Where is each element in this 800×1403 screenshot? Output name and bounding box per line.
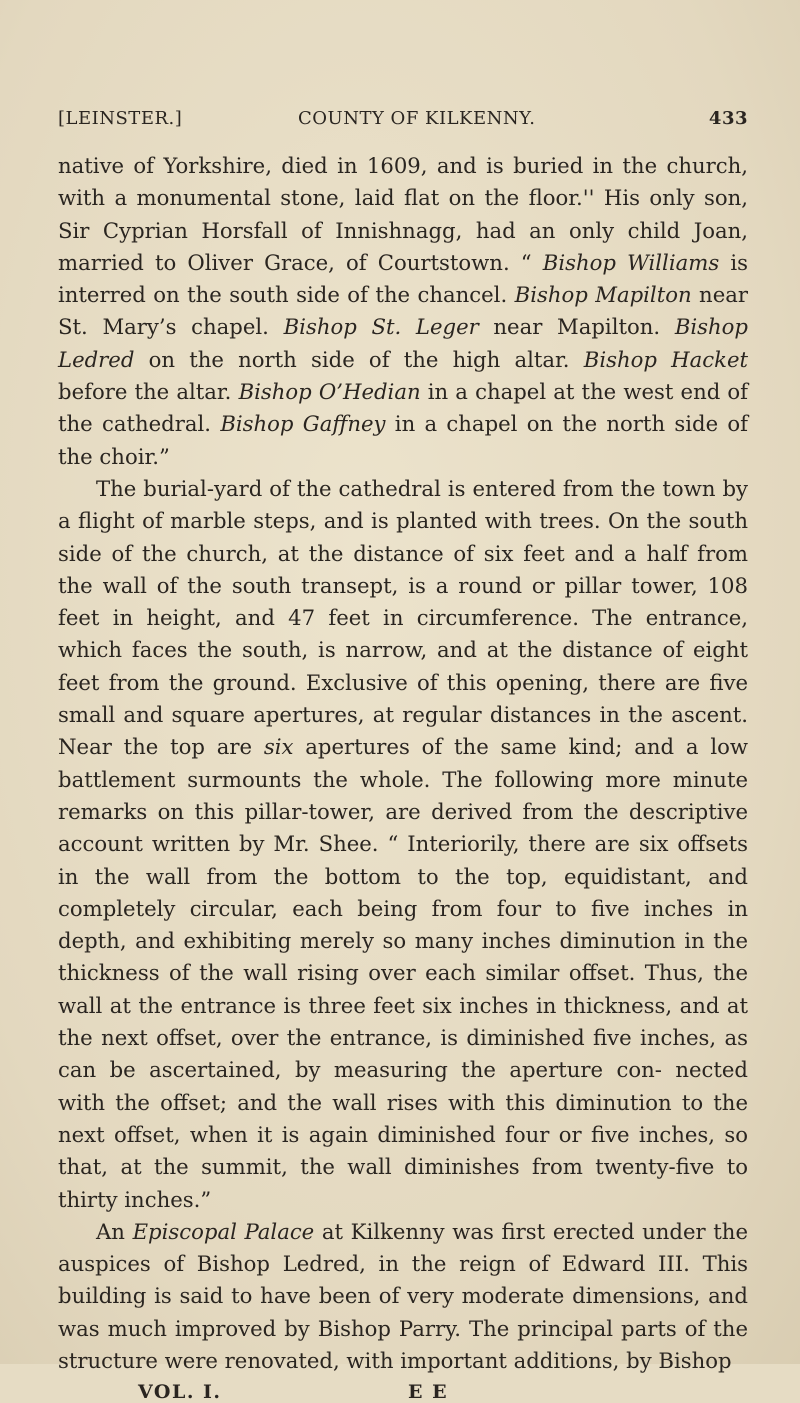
paragraph-text: in a chapel at the west end of the cathedral. [58, 379, 749, 437]
page-number: 433 [708, 108, 748, 129]
paragraph-text: near St. Mary’s chapel. [58, 282, 748, 340]
paragraph-text: in a chapel on the north side of the choir.” [58, 411, 749, 469]
italic-text: six [263, 734, 294, 760]
paragraph [58, 473, 748, 1216]
paragraph-text: The burial-yard of the cathedral is entered from the town by a flight of marble steps, and is planted with trees. On the south side of the church, at the distance of six feet and a half from the wall of the south transept, is a round or pillar tower, 108 feet in height, and 47 feet in circumference. The entrance, which faces the south, is narrow, and at the distance of eight feet from the ground. Exclusive of this opening, there are five small and square apertures, at regular distances in the ascent. Near the top are [58, 475, 748, 760]
italic-text: Bishop Hacket [583, 346, 748, 372]
paragraph-text: An [96, 1218, 133, 1244]
paragraph [58, 150, 748, 473]
italic-text: Bishop Williams [542, 249, 720, 275]
italic-text: Bishop O’Hedian [238, 379, 421, 405]
paragraph [58, 1216, 748, 1377]
italic-text: Bishop St. Leger [283, 314, 479, 340]
page-footer [58, 1381, 748, 1403]
italic-text: Bishop Mapilton [514, 282, 692, 308]
paragraph-text: before the altar. [58, 379, 239, 405]
volume-label: VOL. I. [138, 1381, 222, 1403]
italic-text: Bishop Ledred [58, 314, 748, 372]
paragraph-text: near Mapilton. [478, 314, 675, 340]
signature-mark: E E [408, 1381, 449, 1403]
italic-text: Episcopal Palace [132, 1218, 315, 1244]
paragraph-text: native of Yorkshire, died in 1609, and is buried in the church, with a monumental stone, laid flat on the floor.'' His only son, Sir Cyprian Horsfall of Innishnagg, had an only child Joan, married to Oliver Grace, of Courtstown. “ [58, 153, 748, 275]
header-region: [LEINSTER.] [58, 108, 183, 129]
paragraph-text: on the north side of the high altar. [134, 346, 584, 372]
paragraph-text: at Kilkenny was first erected under the auspices of Bishop Ledred, in the reign of Edward III. This building is said to have been of very moderate dimensions, and was much improved by Bishop Parry. The principal parts of the structure were renovated, with important additions, by Bishop [58, 1218, 748, 1373]
running-head [58, 108, 748, 144]
paragraph-text: apertures of the same kind; and a low battlement surmounts the whole. The following more minute remarks on this pillar-tower, are derived from the descriptive account written by Mr. Shee. “ Interiorily, there are six offsets in the wall from the bottom to the top, equidistant, and completely circular, each being from four to five inches in depth, and exhibiting merely so many inches diminution in the thickness of the wall rising over each similar offset. Thus, the wall at the entrance is three feet six inches in thickness, and at the next offset, over the entrance, is diminished five inches, as can be ascertained, by measuring the aperture con- nected with the offset; and the wall rises with this diminution to the next offset, when it is again diminished four or five inches, so that, at the summit, the wall diminishes from twenty-five to thirty inches.” [58, 734, 748, 1212]
header-title: COUNTY OF KILKENNY. [298, 108, 536, 129]
italic-text: Bishop Gaffney [220, 411, 386, 437]
body-text [58, 150, 748, 1377]
paragraph-text: is interred on the south side of the chancel. [58, 249, 748, 308]
